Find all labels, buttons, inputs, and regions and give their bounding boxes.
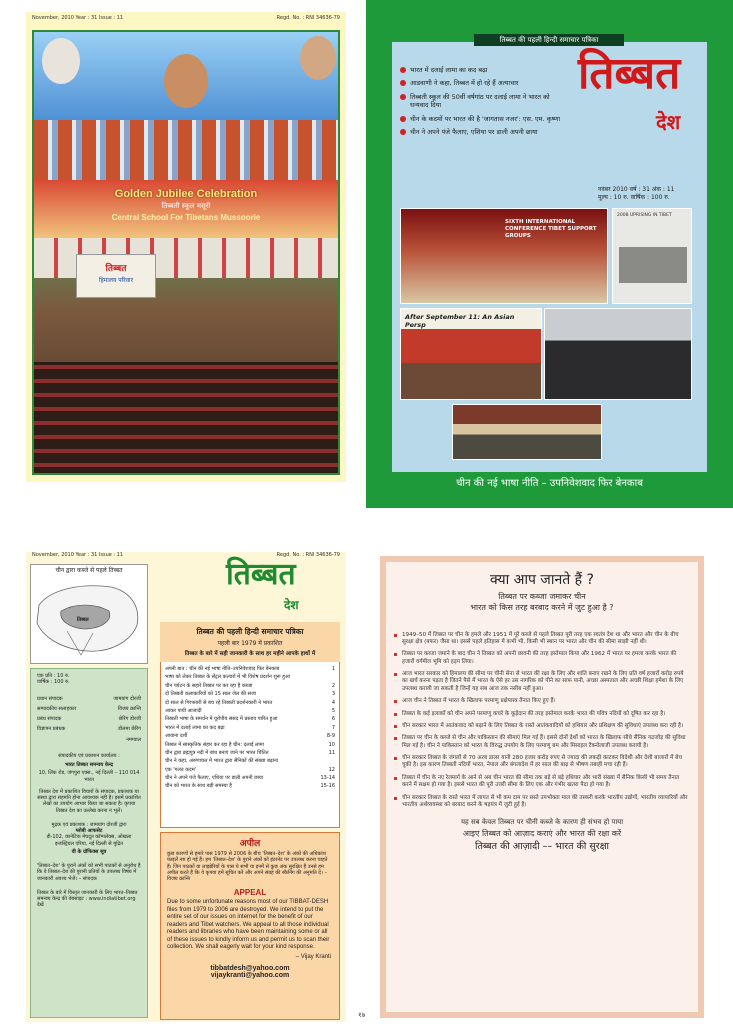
banner-school: Central School For Tibetans Mussoorie xyxy=(111,213,261,222)
toc-page: 13-14 xyxy=(320,775,335,782)
office-address: 10, लिंक रोड, जंगपुरा एक्स., नई दिल्ली – 110 014 भारत xyxy=(38,770,140,783)
toc-title: चीन ने कहा, अरुणाचल में भारत द्वारा सैनिकों की संख्या बढ़ाना xyxy=(165,758,279,765)
staff-row xyxy=(37,726,141,732)
celebration-photo xyxy=(32,30,340,475)
appeal-signature: – Vijay Kranti xyxy=(295,953,331,960)
appeal-title-english: APPEAL xyxy=(233,888,267,898)
book-cover-photo xyxy=(612,208,692,304)
toc-row xyxy=(161,682,339,690)
price-line: वार्षिक : 100 रु. xyxy=(37,679,70,686)
toc-row xyxy=(161,749,339,757)
printer-block xyxy=(31,818,147,859)
toc-row xyxy=(161,699,339,707)
legacy-note: 'तिब्बत–देश' के पुराने अंकों को सभी पाठकों से अनुरोध है कि वे तिब्बत–देश की पुरानी प्रतियों के उपलब्ध विषय में जानकारी अवश्य भेजें। – संपादक xyxy=(37,863,141,882)
contents-subtitle: पहली बार 1979 में प्रकाशित xyxy=(217,640,283,647)
toc-row xyxy=(161,757,339,765)
toc-title: चीन द्वारा ब्रह्मपुत्र नदी में बांध बनाए जाने पर भारत चिंतित xyxy=(165,749,269,756)
toc-title: आयाना दर्शी xyxy=(165,733,188,740)
headline-list xyxy=(400,66,570,142)
toc-row xyxy=(161,707,339,715)
staff-person: छेरिंग डोरजी xyxy=(118,716,141,722)
toc-page: 8-9 xyxy=(326,733,335,740)
staff-role: प्रबंध संपादक xyxy=(37,716,62,722)
toc-title: एक 'गलत कदम' xyxy=(165,766,197,773)
closing-slogans xyxy=(386,817,698,854)
toc-row xyxy=(161,782,339,790)
email-address[interactable]: vijaykranti@yahoo.com xyxy=(210,972,290,980)
subtitle-line: भारत को किस तरह बरबाद करने में जुट हुआ है ? xyxy=(470,602,614,612)
toc-row xyxy=(161,732,339,740)
toc-title: तिब्बती भाषा के समर्थन में यूरोपीय संसद में प्रस्ताव पारित हुआ xyxy=(165,716,278,723)
toc-title: दो साल से गिरफ्तारी से बच रहे तिब्बती प्रदर्शनकारी ने भारत xyxy=(165,699,273,706)
staff-person: डोलमा छेरिंग xyxy=(118,726,141,733)
issue-date: नवंबर 2010 वर्ष : 31 अंक : 11 xyxy=(598,186,675,193)
portrait-center xyxy=(164,54,208,108)
staff-row xyxy=(37,716,141,722)
toc-title: दो तिब्बती कलाकारियों को 15 साल जेल की सजा xyxy=(165,691,256,698)
page-number: १७ xyxy=(358,1011,366,1019)
toc-row xyxy=(161,774,339,782)
printer-address: डी-102, कानेटिक मेघदूत कॉम्पलेक्स, ओखला इन्डस्ट्रियल एरिया, नई दिल्ली से मुद्रित xyxy=(46,834,132,847)
web-note: तिब्बत के बारे में विस्तृत जानकारी के लिए भारत–तिब्बत समन्वय केन्द्र की वेबसाइट : www.indiatibet.org देखें xyxy=(37,889,138,909)
page-subtitle xyxy=(386,592,698,614)
staff-row xyxy=(37,696,141,702)
toc-page: 6 xyxy=(331,716,335,723)
toc-page: 7 xyxy=(331,724,335,731)
toc-row xyxy=(161,766,339,774)
toc-page: 3 xyxy=(331,691,335,698)
office-heading: संपादकीय एवं प्रकाशन कार्यालय : xyxy=(58,752,120,759)
toc-row xyxy=(161,724,339,732)
conference-photo xyxy=(400,208,608,304)
fact-item: चीन सरकार तिब्बत के जंगलों से 70 अरब डालर यानी 280 हजार करोड़ रुपए से ज्यादा की लकड़ी काटकर विदेशी और देशी बाजारों में बेच चुकी है। इस कारण तिब्बती नदियों भारत, नेपाल और बंगलादेश में हर साल की बाढ़ से भीषण तबाही मचा रही हैं। xyxy=(394,755,690,770)
fact-item: 1949–50 में तिब्बत पर चीन के हमले और 1951 में पूरे कब्जे से पहले तिब्बत पूरी तरह एक स्वतंत्र देश था और भारत और चीन के बीच सुरक्षा क्षेत्र (बफर) जैसा था। इससे पहले इतिहास में कभी भी, किसी भी स्थान पर भारत और चीन की सीमा साझी नहीं थी। xyxy=(394,632,690,647)
stage-sign-sub: हिमालय परिवार xyxy=(98,277,134,284)
fact-item: तिब्बत में चीन के नए रेलमार्ग के आने से अब चीन भारत की सीमा तक बड़े से बड़े हथियार और भारी संख्या में सैनिक किसी भी समय तैनात करने में सक्षम हो गया है। इससे भारत की पूरी उत्तरी सीमा के लिए एक और गंभीर खतरा पैदा हो गया है। xyxy=(394,775,690,790)
tibet-map xyxy=(30,564,148,664)
fact-item: आज चीन ने तिब्बत में भारत के खिलाफ परमाणु प्रक्षेपास्त्र तैनात किए हुए हैं। xyxy=(394,698,690,705)
portrait-right xyxy=(300,36,336,80)
front-cover-page xyxy=(366,0,733,508)
toc-title: आकर पायी आजादी xyxy=(165,707,202,714)
toc-title: तिब्बत में सांस्कृतिक संहार कर रहा है चीन: दलाई लामा xyxy=(165,741,264,748)
seating-rows xyxy=(34,362,338,475)
book-title: 2008 UPRISING IN TIBET xyxy=(617,213,672,218)
toc-title: अपनी बात : चीन की नई भाषा नीति–उपनिवेशवाद फिर बेनकाब xyxy=(165,666,280,672)
contents-masthead-title: तिब्बत xyxy=(226,557,296,592)
toc-page: 4 xyxy=(331,699,335,706)
toc-title: भाषा को लेकर तिब्बत के सेंट्रल कल्चरों में भी विशेष प्रदर्शन शुरू हुआ xyxy=(165,674,290,681)
masthead-title: तिब्बत xyxy=(578,48,681,99)
staff-list xyxy=(31,690,147,749)
toc-title: भारत में दलाई लामा का कद बढ़ा xyxy=(165,724,225,731)
issue-info: November, 2010 Year : 31 Issue : 11 xyxy=(32,552,124,558)
group-photo xyxy=(452,404,602,460)
fact-item: तिब्बत पर कब्जा जमाने के बाद चीन ने तिब्बत को अपनी छावनी की तरह इस्तेमाल किया और 1962 में भारत पर हमला करके भारत की हजारों वर्गमील भूमि को हड़प लिया। xyxy=(394,651,690,666)
toc-page: 12 xyxy=(328,766,335,773)
contents-masthead-subtitle: देश xyxy=(284,598,299,612)
fact-item: तिब्बत पर चीन के कब्जे से चीन और पाकिस्तान की सीमाएं मिल गई हैं। इससे दोनों देशों को भारत के खिलाफ सीधे सैनिक गठजोड़ की सुविधा मिल गई है। चीन ने पाकिस्तान को भारत के विरुद्ध उपयोग के लिए परमाणु बम और मिसाइल टैक्नोलाजी उपलब्ध करायी है। xyxy=(394,735,690,750)
banner-title: Golden Jubilee Celebration xyxy=(114,188,258,200)
staff-role: सम्पादकीय सलाहकार xyxy=(37,705,77,712)
price-line: एक प्रति : 10 रु. xyxy=(37,673,70,679)
portrait-left xyxy=(42,38,80,84)
toc-page: 11 xyxy=(328,749,335,756)
toc-row xyxy=(161,665,339,673)
banner-hindi: तिब्बती स्कूल मसूरी xyxy=(161,202,211,210)
stage-sign-title: तिब्बत xyxy=(105,264,127,274)
do-you-know-page xyxy=(380,556,704,1018)
page-header xyxy=(32,15,340,21)
toc-title: चीन को भारत के साथ बड़ी समस्या है xyxy=(165,783,232,790)
toc-page: 10 xyxy=(328,741,335,748)
appeal-title-hindi: अपील xyxy=(239,839,261,849)
staff-person: जामयांग दोरजी xyxy=(113,695,141,702)
cover-dateline xyxy=(598,186,674,202)
price-block xyxy=(31,669,147,690)
subtitle-line: तिब्बत पर कब्जा जमाकर चीन xyxy=(498,592,586,601)
toc-title: चीन ने अपने पंजे फैलाए, एशिया पर डाली अपनी छाया xyxy=(165,775,264,782)
office-block xyxy=(31,749,147,818)
fact-item: चीन सरकार भारत में आतंकवाद को बढ़ाने के लिए तिब्बत के रास्ते आतंकवादियों को हथियार और प्रशिक्षण की सुविधाएं उपलब्ध करा रही है। xyxy=(394,723,690,730)
staff-role: प्रधान संपादक xyxy=(37,695,63,702)
seminar-photo xyxy=(400,308,542,400)
staff-person: विजय क्रान्ति xyxy=(117,705,141,712)
staff-row xyxy=(37,706,141,712)
staff-extra: नमग्याल xyxy=(126,736,141,743)
printer-heading: मुद्रक एवं प्रकाशक : जामयांग दोरजी द्वारा xyxy=(51,821,127,828)
fact-item: चीन सरकार तिब्बत के रास्ते भारत में लागत से भी कम दाम पर सस्ते उपभोक्ता माल की तस्करी करके भारतीय उद्योगों, भारतीय व्यापारियों और भारतीय अर्थव्यवस्था को बरबाद करने के षड़यंत्र में जुटी हुई है। xyxy=(394,795,690,810)
office-org: भारत तिब्बत समन्वय केन्द्र xyxy=(64,762,114,768)
toc-page: 15-16 xyxy=(320,783,335,790)
school-building xyxy=(34,120,338,180)
fact-item: तिब्बत के कई इलाकों को चीन अपने परमाणु कचरे के कूड़ेदान की तरह इस्तेमाल करके भारत की पवित्र नदियों को दूषित कर रहा है। xyxy=(394,711,690,718)
toc-row xyxy=(161,690,339,698)
jubilee-banner xyxy=(34,180,338,238)
headline-item: आडवाणी ने कहा, तिब्बत में हो रहे हैं अत्याचार xyxy=(400,79,570,87)
toc-page: 1 xyxy=(331,666,335,672)
map-label: तिब्बत xyxy=(77,617,89,623)
headline-item: तिब्बती स्कूल की 50वीं वर्षगांठ पर दलाई लामा ने भारत को धन्यवाद दिया xyxy=(400,93,570,110)
printer-name: ग्लोबी आफसेट xyxy=(75,828,103,834)
stage-sign xyxy=(76,254,156,298)
masthead-subtitle: देश xyxy=(656,110,681,134)
map-drawing xyxy=(31,575,147,661)
issue-info: November, 2010 Year : 31 Issue : 11 xyxy=(32,15,124,21)
registration-number: Regd. No. : RNI 34636-79 xyxy=(276,552,340,558)
appeal-box xyxy=(160,832,340,1020)
toc-row xyxy=(161,715,339,723)
headline-item: चीन के कदमों पर भारत की है 'जागतास नजर': एस. एम. कृष्णा xyxy=(400,115,570,123)
slogan-line: आइए तिब्बत को आज़ाद कराएं और भारत की रक्षा करें xyxy=(462,828,622,838)
slogan-headline: तिब्बत की आज़ादी –– भारत की सुरक्षा xyxy=(475,840,609,852)
email-address[interactable]: tibbatdesh@yahoo.com xyxy=(210,965,290,973)
seminar-banner: After September 11: An Asian Persp xyxy=(405,313,515,329)
headline-item: चीन ने अपने पंजे फैलाए, एशिया पर डाली अपनी छाया xyxy=(400,128,570,136)
cover-bottom-headline: चीन की नई भाषा नीति – उपनिवेशवाद फिर बेनकाब xyxy=(456,478,643,489)
back-cover-photo-page xyxy=(26,12,346,482)
masthead-info-column xyxy=(30,668,148,1018)
appeal-text-hindi: कुछ कारणों से हमारे पास 1979 से 2006 के बीच 'तिब्बत–देश' के अंकों की अधिकांश फाइलें नष्ट हो गई हैं। हम 'तिब्बत–देश' के पुराने अंकों को इंटरनेट पर उपलब्ध करना चाहते हैं। जिन पाठकों या लाइब्रेरियों के पास ये सभी या इनमें से कुछ अंक सुरक्षित हैं उनसे हम अपील करते हैं कि वे कृपया हमें सूचित करें और अपने संग्रह की स्कैनिंग की अनुमति दें। – विजय क्रान्ति xyxy=(167,851,328,882)
designer: वी के ग्रॉफिक्स सूत्र xyxy=(71,848,107,855)
delegation-photo xyxy=(544,308,692,400)
toc-page: 5 xyxy=(331,707,335,714)
registration-number: Regd. No. : RNI 34636-79 xyxy=(276,15,340,21)
toc-title: चीन पर्यटन के सहारे तिब्बत पर कर रहा है कब्जा xyxy=(165,682,253,689)
contents-heading xyxy=(160,622,340,662)
slogan-line: यह सब केवल तिब्बत पर चीनी कब्जे के कारण ही संभव हो पाया xyxy=(460,818,624,827)
toc-row xyxy=(161,741,339,749)
toc-row xyxy=(161,673,339,681)
appeal-text-english: Due to some unfortunate reasons most of our TIBBAT-DESH files from 1979 to 2006 are destroyed. We intend to put the entire set of our issues on internet for the benefit of our readers and Tibet watchers. We appeal to all those individual readers and libraries who have been maintaining some or all of these issues to kindly inform us and permit us to scan their collection. We shall eagerly wait for your kind response. xyxy=(167,899,330,951)
map-title: चीन द्वारा कब्जे से पहले तिब्बत xyxy=(55,567,123,574)
office-note: तिब्बत देश में प्रकाशित विचारों के संपादक, प्रकाशक या संस्था द्वारा सहमति होना आवश्यक नहीं है। इसमें प्रकाशित लेखों का उपयोग आभार किया जा सकता है। कृपया तिब्बत देश का उल्लेख करना न भूलें। xyxy=(37,788,141,814)
book-image xyxy=(619,247,687,283)
page-title: क्या आप जानते हैं ? xyxy=(490,572,594,588)
fact-item: आज भारत सरकार को हिमालय की सीमा पर चीनी सेना से भारत की रक्षा के लिए और शांति बनाए रखने के लिए प्रति वर्ष हजारों करोड़ रुपये का खर्च करना पड़ता है जितने पैसे में भारत के ऐसे हर उस नागरिक को पीने का साफ पानी, अच्छा अस्पताल और अच्छी शिक्षा हमेशा के लिए उपलब्ध करायी जा सकती है जिन्हें यह सब आज तक नसीब नहीं हुआ। xyxy=(394,671,690,693)
conference-banner: SIXTH INTERNATIONAL CONFERENCE TIBET SUPPORT GROUPS xyxy=(505,219,597,240)
cover-tagline: तिब्बत की पहली हिन्दी समाचार पत्रिका xyxy=(474,34,624,46)
fact-list xyxy=(394,632,690,810)
headline-item: भारत में दलाई लामा का कद बढ़ा xyxy=(400,66,570,74)
contents-tagline: तिब्बत के बारे में सही जानकारी के साथ हर महीने आपके हाथों में xyxy=(184,651,316,657)
toc-page: 2 xyxy=(331,682,335,689)
contents-page xyxy=(26,552,346,1022)
price-line: मूल्य : 10 रु. वार्षिक : 100 रु. xyxy=(598,193,670,201)
contents-title: तिब्बत की पहली हिन्दी समाचार पत्रिका xyxy=(196,627,304,636)
staff-role: विज्ञापन प्रबंधक xyxy=(37,726,66,733)
